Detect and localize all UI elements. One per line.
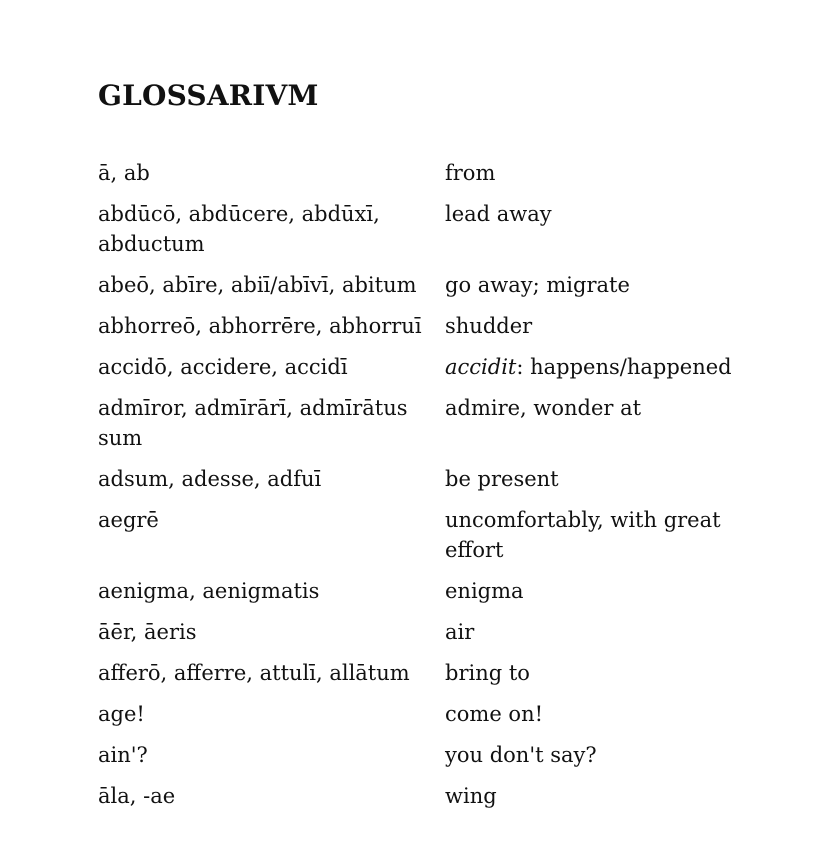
glossary-row <box>98 505 758 565</box>
glossary-row <box>98 270 758 300</box>
glossary-row <box>98 658 758 688</box>
latin-term: aegrē <box>98 508 159 532</box>
latin-term: abhorreō, abhorrēre, abhorruī <box>98 314 422 338</box>
english-definition: uncomfortably, with great effort <box>445 508 721 562</box>
english-definition: air <box>445 620 475 644</box>
latin-term: age! <box>98 702 145 726</box>
english-definition: enigma <box>445 579 524 603</box>
glossary-page <box>98 78 758 822</box>
latin-term: ā, ab <box>98 161 150 185</box>
glossary-row <box>98 158 758 188</box>
latin-term: afferō, afferre, attulī, allātum <box>98 661 410 685</box>
english-definition: wing <box>445 784 497 808</box>
glossary-row <box>98 352 758 382</box>
english-definition: be present <box>445 467 559 491</box>
latin-term: abeō, abīre, abiī/abīvī, abitum <box>98 273 417 297</box>
latin-term: āēr, āeris <box>98 620 197 644</box>
latin-term: adsum, adesse, adfuī <box>98 467 322 491</box>
english-definition: come on! <box>445 702 544 726</box>
english-definition: from <box>445 161 496 185</box>
glossary-row <box>98 199 758 259</box>
glossary-row <box>98 464 758 494</box>
english-definition: lead away <box>445 202 552 226</box>
english-definition: go away; migrate <box>445 273 630 297</box>
latin-term: ain'? <box>98 743 148 767</box>
english-definition <box>445 352 758 382</box>
glossary-list <box>98 158 758 822</box>
latin-term: āla, -ae <box>98 784 176 808</box>
english-definition: shudder <box>445 314 533 338</box>
page-title: GLOSSARIVM <box>98 79 319 112</box>
glossary-row <box>98 393 758 453</box>
latin-term: abdūcō, abdūcere, abdūxī, abductum <box>98 202 380 256</box>
latin-term: aenigma, aenigmatis <box>98 579 320 603</box>
latin-term: admīror, admīrārī, admīrātus sum <box>98 396 408 450</box>
english-definition: bring to <box>445 661 530 685</box>
glossary-row <box>98 311 758 341</box>
latin-term: accidō, accidere, accidī <box>98 355 348 379</box>
glossary-row <box>98 617 758 647</box>
glossary-row <box>98 699 758 729</box>
glossary-row <box>98 740 758 770</box>
english-definition-rest: : happens/happened <box>516 355 732 379</box>
english-definition: you don't say? <box>445 743 597 767</box>
glossary-row <box>98 781 758 811</box>
glossary-row <box>98 576 758 606</box>
english-definition: admire, wonder at <box>445 396 642 420</box>
english-definition-italic: accidit <box>445 355 517 379</box>
